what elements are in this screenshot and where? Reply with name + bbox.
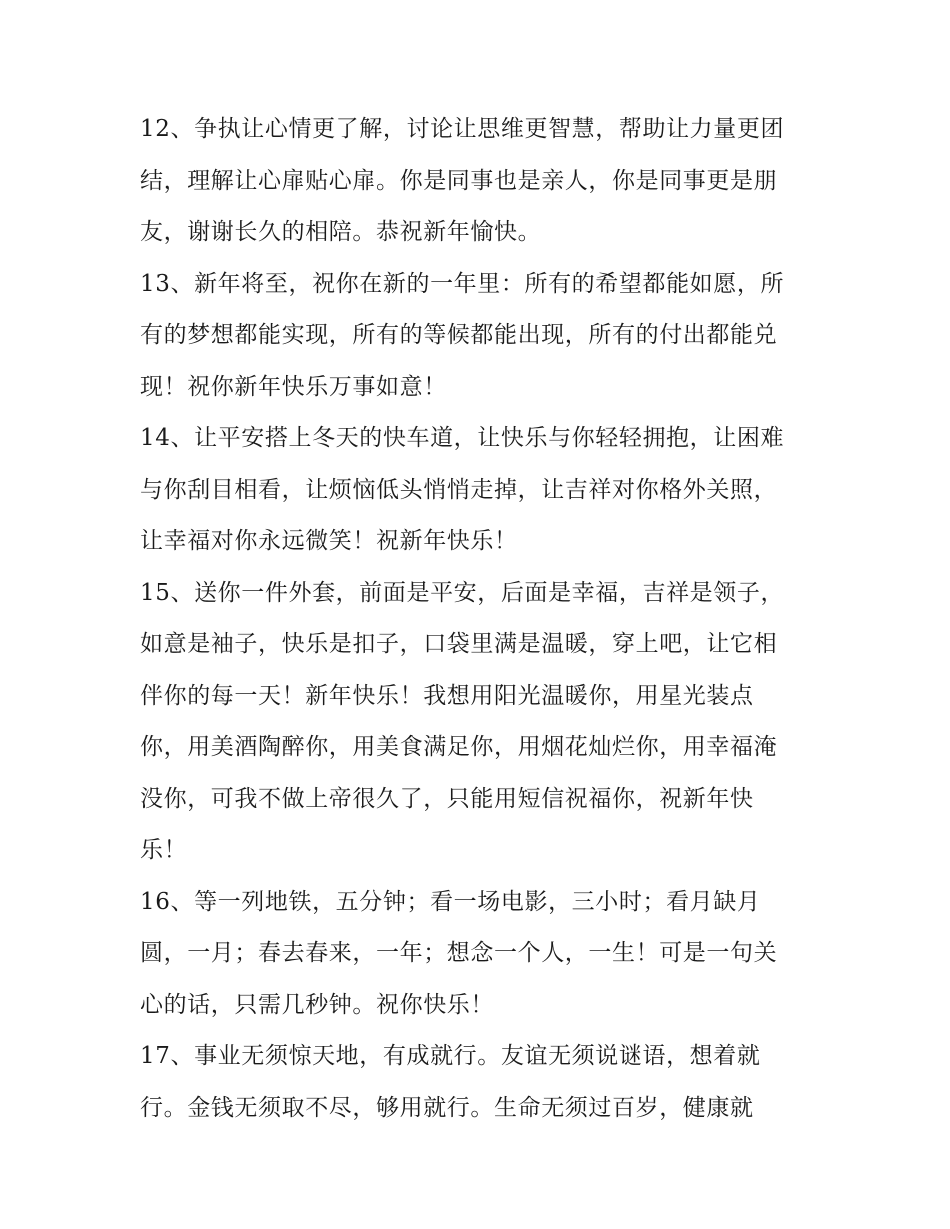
document-body (140, 104, 820, 1134)
text-line: 13、新年将至，祝你在新的一年里：所有的希望都能如愿，所 (140, 270, 785, 297)
text-line: 14、让平安搭上冬天的快车道，让快乐与你轻轻拥抱，让困难 (140, 425, 785, 451)
text-line: 现！祝你新年快乐万事如意！ (140, 373, 447, 400)
text-line: 与你刮目相看，让烦恼低头悄悄走掉，让吉祥对你格外关照， (140, 476, 778, 503)
text-line: 行。金钱无须取不尽，够用就行。生命无须过百岁，健康就 (140, 1094, 754, 1121)
text-line: 没你，可我不做上帝很久了，只能用短信祝福你，祝新年快 (140, 785, 754, 812)
text-line: 让幸福对你永远微笑！祝新年快乐！ (140, 528, 518, 554)
text-line: 16、等一列地铁，五分钟；看一场电影，三小时；看月缺月 (140, 888, 761, 915)
text-line: 如意是袖子，快乐是扣子，口袋里满是温暖，穿上吧，让它相 (140, 631, 778, 657)
text-line: 乐！ (140, 837, 188, 863)
text-line: 你，用美酒陶醉你，用美食满足你，用烟花灿烂你，用幸福淹 (140, 734, 778, 760)
text-line: 心的话，只需几秒钟。祝你快乐！ (140, 991, 494, 1018)
text-line: 结，理解让心扉贴心扉。你是同事也是亲人，你是同事更是朋 (140, 167, 778, 194)
text-line: 伴你的每一天！新年快乐！我想用阳光温暖你，用星光装点 (140, 682, 754, 709)
text-line: 有的梦想都能实现，所有的等候都能出现，所有的付出都能兑 (140, 322, 778, 348)
text-line: 12、争执让心情更了解，讨论让思维更智慧，帮助让力量更团 (140, 116, 785, 142)
text-line: 友，谢谢长久的相陪。恭祝新年愉快。 (140, 219, 542, 245)
text-line: 圆，一月；春去春来，一年；想念一个人，一生！可是一句关 (140, 940, 778, 966)
text-line: 17、事业无须惊天地，有成就行。友谊无须说谜语，想着就 (140, 1043, 761, 1069)
text-line: 15、送你一件外套，前面是平安，后面是幸福，吉祥是领子， (140, 579, 785, 606)
